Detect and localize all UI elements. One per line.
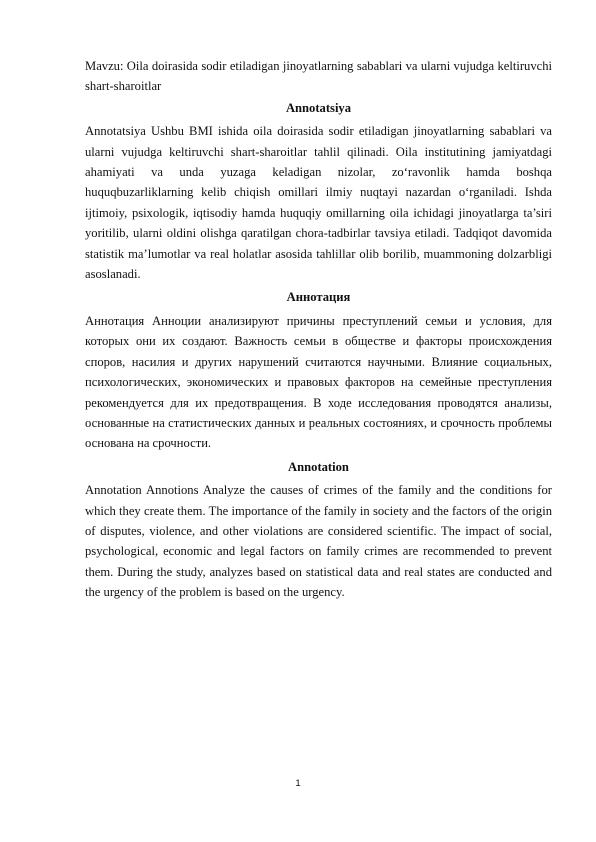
document-page (85, 56, 552, 606)
section-heading-english: Annotation (288, 459, 349, 474)
abstract-russian: Аннотация Анноции анализируют причины преступлений семьи и условия, для которых они их создают. Важность семьи в обществе и факторы происхождения споров, насилия и других нарушений считаются научными. Влияние социальных, психологических, экономических и правовых факторов на семейные преступления рекомендуется для их предотвращения. В ходе исследования проводятся анализы, основанные на статистических данных и реальных состояниях, и срочность проблемы основана на срочности. (85, 313, 552, 451)
section-heading-uzbek: Annotatsiya (285, 100, 352, 115)
abstract-english: Annotation Annotions Analyze the causes of crimes of the family and the conditions for which they create them. The importance of the family in society and the factors of the origin of disputes, violence, and other violations are considered scientific. The impact of social, psychological, economic and legal factors on family crimes are recommended to prevent them. During the study, analyzes based on statistical data and real states are conducted and the urgency of the problem is based on the urgency. (85, 483, 552, 600)
document-topic: Mavzu: Oila doirasida sodir etiladigan jinoyatlarning sabablari va ularni vujudga keltiruvchi shart-sharoitlar (85, 59, 552, 94)
page-number: 1 (295, 778, 301, 789)
section-heading-russian: Аннотация (286, 290, 351, 305)
abstract-uzbek: Annotatsiya Ushbu BMI ishida oila doirasida sodir etiladigan jinoyatlarning sabablari va ularni vujudga keltiruvchi shart-sharoitlar tahlil qilinadi. Oila institutining jamiyatdagi ahamiyati va unda yuzaga keladigan nizolar, zo‘ravonlik hamda boshqa huquqbuzarliklarning kelib chiqish omillari ilmiy nuqtayi nazardan o‘rganiladi. Ishda ijtimoiy, psixologik, iqtisodiy hamda huquqiy omillarning oila ichidagi jinoyatlarga ta’siri yoritilib, ularni oldini olishga qaratilgan chora-tadbirlar tavsiya etiladi. Tadqiqot davomida statistik ma’lumotlar va real holatlar asosida tahlillar olib borilib, muammoning dolzarbligi asoslanadi. (85, 124, 552, 282)
